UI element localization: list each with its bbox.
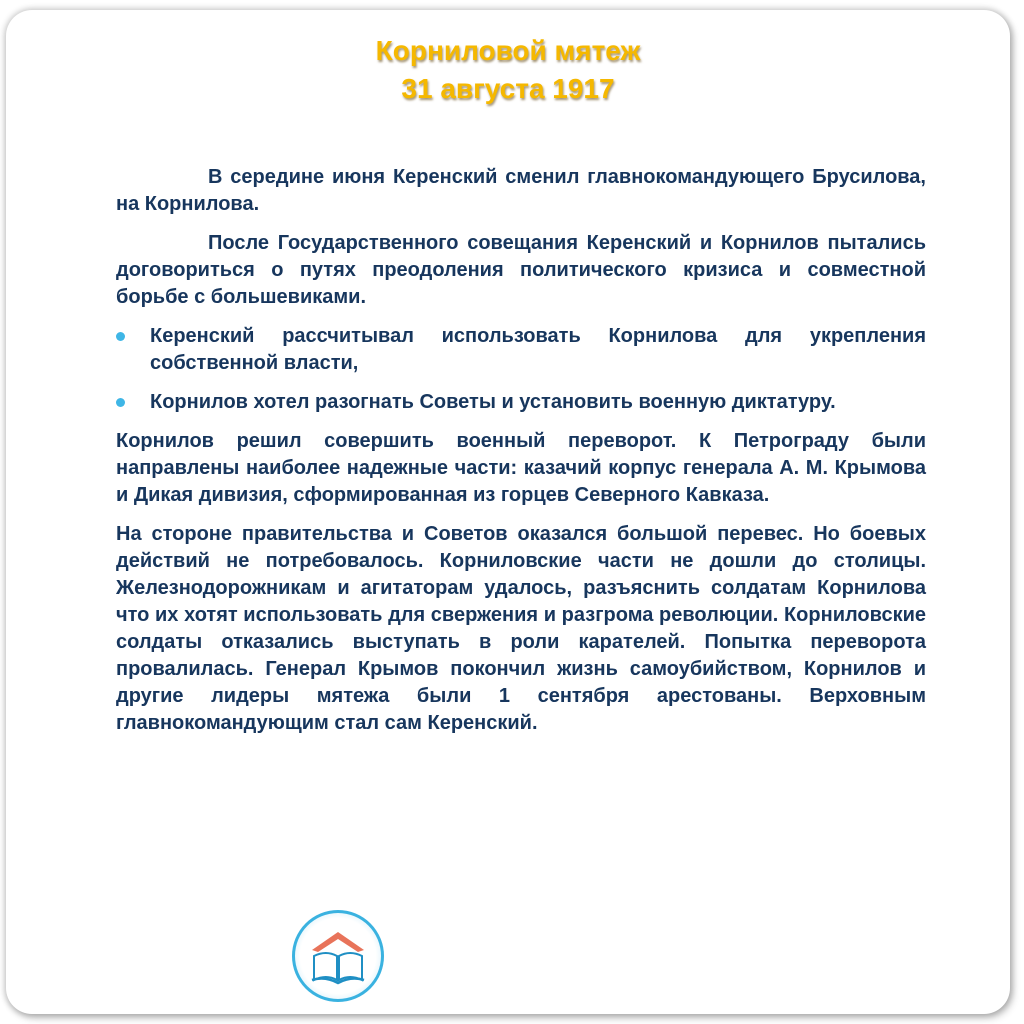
paragraph-1: В середине июня Керенский сменил главнокомандующего Брусилова, на Корнилова. <box>116 166 926 215</box>
paragraph-3: Корнилов решил совершить военный переворот. К Петрограду были направлены наиболее надежные части: казачий корпус генерала А. М. Крымова и Дикая дивизия, сформированная из горцев Северного Кавказа. <box>116 430 926 506</box>
circle-bullet-icon <box>116 398 125 407</box>
title-line-1: Корниловой мятеж <box>375 35 641 66</box>
open-book-logo-icon <box>292 910 384 1002</box>
bullet-item-1-text: Керенский рассчитывал использовать Корнилова для укрепления собственной власти, <box>150 325 926 374</box>
bullet-item-1 <box>116 323 926 377</box>
slide-title <box>6 32 1010 108</box>
bullet-item-2 <box>116 389 926 416</box>
paragraph-4: На стороне правительства и Советов оказался большой перевес. Но боевых действий не потребовалось. Корниловские части не дошли до столицы. Железнодорожникам и агитаторам удалось, разъяснить солдатам Корнилова что их хотят использовать для свержения и разгрома революции. Корниловские солдаты отказались выступать в роли карателей. Попытка переворота провалилась. Генерал Крымов покончил жизнь самоубийством, Корнилов и другие лидеры мятежа были 1 сентября арестованы. Верховным главнокомандующим стал сам Керенский. <box>116 523 926 734</box>
open-book-logo-svg <box>292 910 384 1002</box>
circle-bullet-icon <box>116 332 125 341</box>
bullet-item-2-text: Корнилов хотел разогнать Советы и установить военную диктатуру. <box>150 391 836 413</box>
title-line-2: 31 августа 1917 <box>401 73 615 104</box>
slide-body <box>116 164 926 749</box>
paragraph-2: После Государственного совещания Керенский и Корнилов пытались договориться о путях преодоления политического кризиса и совместной борьбе с большевиками. <box>116 232 926 308</box>
